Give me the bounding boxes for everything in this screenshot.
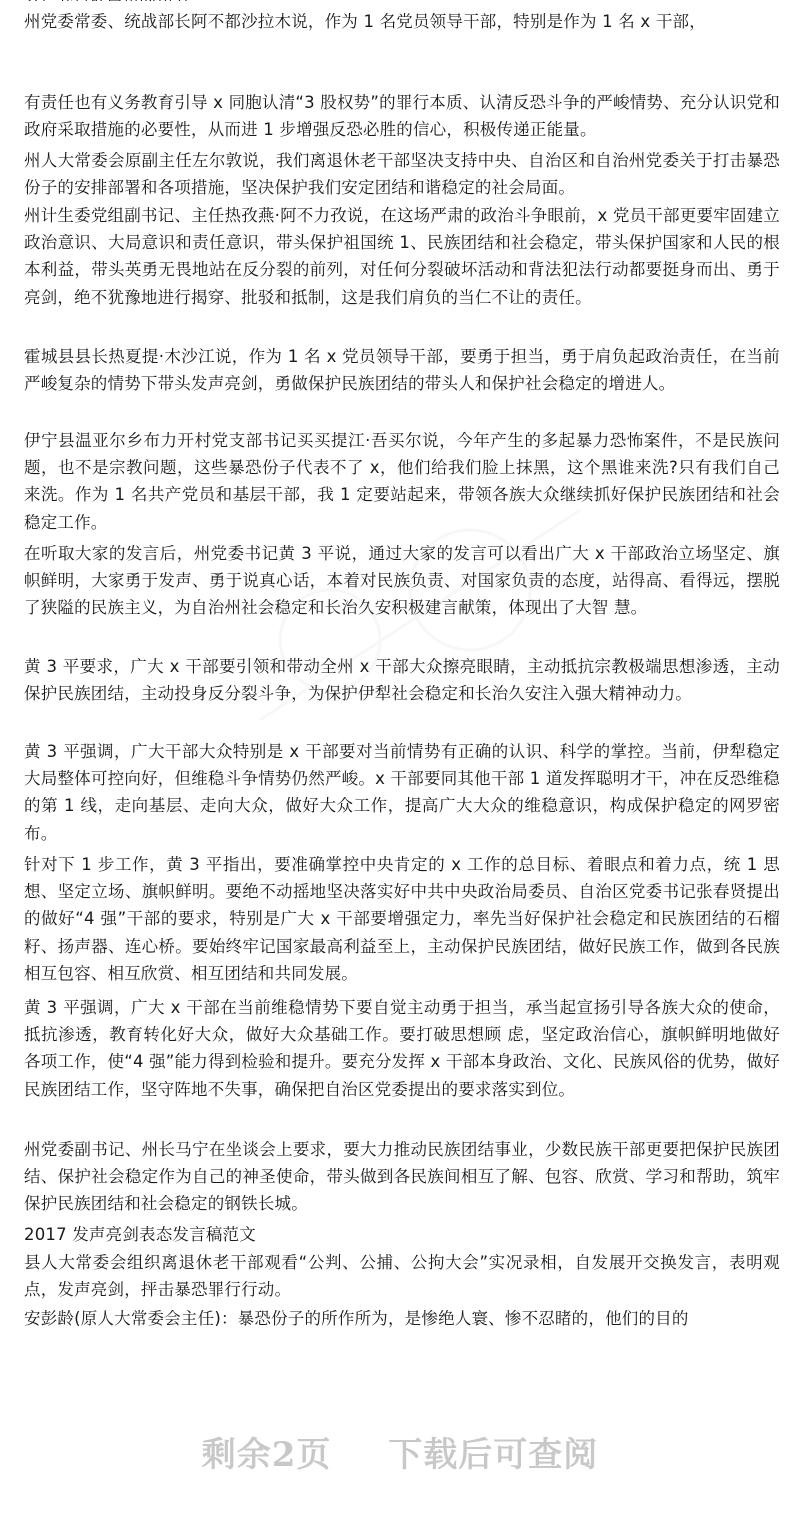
- download-banner[interactable]: [0, 1420, 800, 1490]
- paragraph-13: 县人大常委会组织离退休老干部观看“公判、公捕、公拘大会”实况录相，自发展开交换发言，表明观点，发声亮剑，抨击暴恐罪行行动。: [24, 1253, 780, 1300]
- download-hint-label: 下载后可查阅: [388, 1435, 599, 1475]
- paragraph-14: 安彭龄(原人大常委会主任)：暴恐份子的所作所为，是惨绝人寰、惨不忍睹的，他们的目的: [24, 1309, 689, 1328]
- paragraph-9: 黄 3 平强调，广大干部大众特别是 x 干部要对当前情势有正确的认识、科学的掌控。当前，伊犁稳定大局整体可控向好，但维稳斗争情势仍然严峻。x 干部要同其他干部 1 道发挥聪明才干，冲在反恐维稳的第 1 线，走向基层、走向大众，做好大众工作，提高广大大众的维稳意识，构成保护稳定的网罗密布。: [24, 742, 780, 843]
- paragraph-12: 州党委副书记、州长马宁在坐谈会上要求，要大力推动民族团结事业，少数民族干部更要把保护民族团结、保护社会稳定作为自己的神圣使命，带头做到各民族间相互了解、包容、欣赏、学习和帮助，筑牢保护民族团结和社会稳定的钢铁长城。: [24, 1140, 780, 1214]
- paragraph-1: 州党委常委、统战部长阿不都沙拉木说，作为 1 名党员领导干部，特别是作为 1 名 x 干部，: [24, 12, 706, 31]
- paragraph-6: 伊宁县温亚尔乡布力开村党支部书记买买提江·吾买尔说，今年产生的多起暴力恐怖案件，不是民族问题，也不是宗教问题，这些暴恐份子代表不了 x，他们给我们脸上抹黑，这个黑谁来洗?只有我们自己来洗。作为 1 名共产党员和基层干部，我 1 定要站起来，带领各族大众继续抓好保护民族团结和社会稳定工作。: [24, 431, 780, 532]
- section-heading: 2017 发声亮剑表态发言稿范文: [24, 1225, 256, 1244]
- paragraph-4: 州计生委党组副书记、主任热孜燕·阿不力孜说，在这场严肃的政治斗争眼前，x 党员干部更要牢固建立政治意识、大局意识和责任意识，带头保护祖国统 1、民族团结和社会稳定，带头保护国家和人民的根本利益，带头英勇无畏地站在反分裂的前列，对任何分裂破坏活动和背法犯法行动都要挺身而出、勇于亮剑，绝不犹豫地进行揭穿、批驳和抵制，这是我们肩负的当仁不让的责任。: [24, 206, 780, 307]
- paragraph-7: 在听取大家的发言后，州党委书记黄 3 平说，通过大家的发言可以看出广大 x 干部政治立场坚定、旗帜鲜明，大家勇于发声、勇于说真心话，本着对民族负责、对国家负责的态度，站得高、看得远，摆脱了狭隘的民族主义，为自治州社会稳定和长治久安积极建言献策，体现出了大智 慧。: [24, 544, 780, 618]
- remaining-pages-label: 剩余2页: [201, 1435, 332, 1475]
- paragraph-3: 州人大常委会原副主任左尔敦说，我们离退休老干部坚决支持中央、自治区和自治州党委关于打击暴恐份子的安排部署和各项措施，坚决保护我们安定团结和谐稳定的社会局面。: [24, 151, 780, 198]
- paragraph-10: 针对下 1 步工作，黄 3 平指出，要准确掌控中央肯定的 x 工作的总目标、着眼点和着力点，统 1 思想、坚定立场、旗帜鲜明。要绝不动摇地坚决落实好中共中央政治局委员、自治区党委书记张春贤提出的做好“4 强”干部的要求，特别是广大 x 干部要增强定力，率先当好保护社会稳定和民族团结的石榴籽、扬声器、连心桥。要始终牢记国家最高利益至上，主动保护民族团结，做好民族工作，做到各民族相互包容、相互欣赏、相互团结和共同发展。: [24, 855, 780, 983]
- paragraph-11: 黄 3 平强调，广大 x 干部在当前维稳情势下要自觉主动勇于担当，承当起宣扬引导各族大众的使命，抵抗渗透，教育转化好大众，做好大众基础工作。要打破思想顾 虑，坚定政治信心，旗帜鲜明地做好各项工作，使“4 强”能力得到检验和提升。要充分发挥 x 干部本身政治、文化、民族风俗的优势，做好民族团结工作，坚守阵地不失事，确保把自治区党委提出的要求落实到位。: [24, 998, 780, 1099]
- cut-off-top-line: [24, 0, 206, 1]
- paragraph-5: 霍城县县长热夏提·木沙江说，作为 1 名 x 党员领导干部，要勇于担当，勇于肩负起政治责任，在当前严峻复杂的情势下带头发声亮剑，勇做保护民族团结的带头人和保护社会稳定的增进人。: [24, 347, 780, 394]
- paragraph-8: 黄 3 平要求，广大 x 干部要引领和带动全州 x 干部大众擦亮眼睛，主动抵抗宗教极端思想渗透，主动保护民族团结，主动投身反分裂斗争，为保护伊犁社会稳定和长治久安注入强大精神动力。: [24, 657, 780, 704]
- paragraph-2: 有责任也有义务教育引导 x 同胞认清“3 股权势”的罪行本质、认清反恐斗争的严峻情势、充分认识党和政府采取措施的必要性，从而进 1 步增强反恐必胜的信心，积极传递正能量。: [24, 93, 780, 140]
